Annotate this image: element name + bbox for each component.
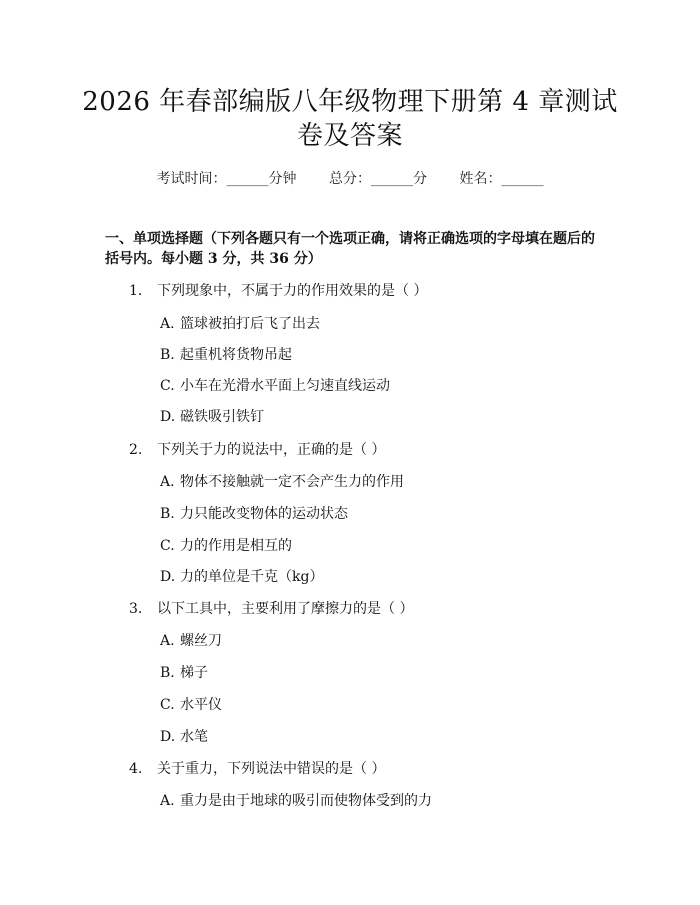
q1-option-c <box>160 376 390 396</box>
option-letter: B. <box>160 665 175 681</box>
option-text: 磁铁吸引铁钉 <box>180 409 264 425</box>
q3-option-d <box>160 727 208 747</box>
section-heading-line2: 括号内。每小题 3 分，共 36 分） <box>105 251 322 267</box>
option-letter: B. <box>160 506 175 522</box>
q2-option-d <box>160 567 323 587</box>
question-text: 以下工具中，主要利用了摩擦力的是（ ） <box>157 601 414 617</box>
question-text: 下列关于力的说法中，正确的是（ ） <box>157 442 386 458</box>
q2-option-a <box>160 472 404 492</box>
option-text: 梯子 <box>180 665 208 681</box>
option-text: 物体不接触就一定不会产生力的作用 <box>180 474 404 490</box>
q3-option-c <box>160 695 222 715</box>
q3-option-a <box>160 631 222 651</box>
q1-option-b <box>160 345 292 365</box>
option-text: 篮球被拍打后飞了出去 <box>180 316 320 332</box>
option-letter: C. <box>160 378 175 394</box>
question-2 <box>129 440 385 460</box>
total-score-label: 总分：______分 <box>329 171 427 187</box>
option-text: 力只能改变物体的运动状态 <box>180 506 348 522</box>
option-letter: A. <box>160 316 175 332</box>
option-letter: A. <box>160 633 175 649</box>
question-number: 2. <box>129 442 143 458</box>
option-letter: D. <box>160 729 176 745</box>
option-text: 水平仪 <box>180 697 222 713</box>
question-number: 3. <box>129 601 143 617</box>
q1-option-d <box>160 407 264 427</box>
page-title-line1: 2026 年春部编版八年级物理下册第 4 章测试 <box>82 87 618 117</box>
q2-option-b <box>160 504 348 524</box>
option-letter: A. <box>160 793 175 809</box>
option-text: 力的单位是千克（kg） <box>180 569 324 585</box>
question-4 <box>129 759 385 779</box>
student-name-label: 姓名：______ <box>459 171 544 187</box>
exam-time-label: 考试时间：______分钟 <box>156 171 297 187</box>
question-text: 下列现象中，不属于力的作用效果的是（ ） <box>157 283 428 299</box>
q1-option-a <box>160 314 320 334</box>
question-1 <box>129 281 427 301</box>
exam-meta <box>0 168 700 188</box>
page-title-line2: 卷及答案 <box>296 121 403 151</box>
question-3 <box>129 599 413 619</box>
question-number: 4. <box>129 761 143 777</box>
q3-option-b <box>160 663 208 683</box>
option-letter: C. <box>160 538 175 554</box>
option-letter: D. <box>160 409 176 425</box>
question-text: 关于重力，下列说法中错误的是（ ） <box>157 761 386 777</box>
option-letter: B. <box>160 347 175 363</box>
option-letter: A. <box>160 474 175 490</box>
option-text: 水笔 <box>180 729 208 745</box>
option-letter: D. <box>160 569 176 585</box>
section-heading-line1: 一、单项选择题（下列各题只有一个选项正确，请将正确选项的字母填在题后的 <box>105 231 595 247</box>
q2-option-c <box>160 536 292 556</box>
option-text: 力的作用是相互的 <box>180 538 292 554</box>
option-letter: C. <box>160 697 175 713</box>
q4-option-a <box>160 791 432 811</box>
option-text: 小车在光滑水平面上匀速直线运动 <box>180 378 390 394</box>
option-text: 起重机将货物吊起 <box>180 347 292 363</box>
option-text: 重力是由于地球的吸引而使物体受到的力 <box>180 793 432 809</box>
question-number: 1. <box>129 283 143 299</box>
option-text: 螺丝刀 <box>180 633 222 649</box>
